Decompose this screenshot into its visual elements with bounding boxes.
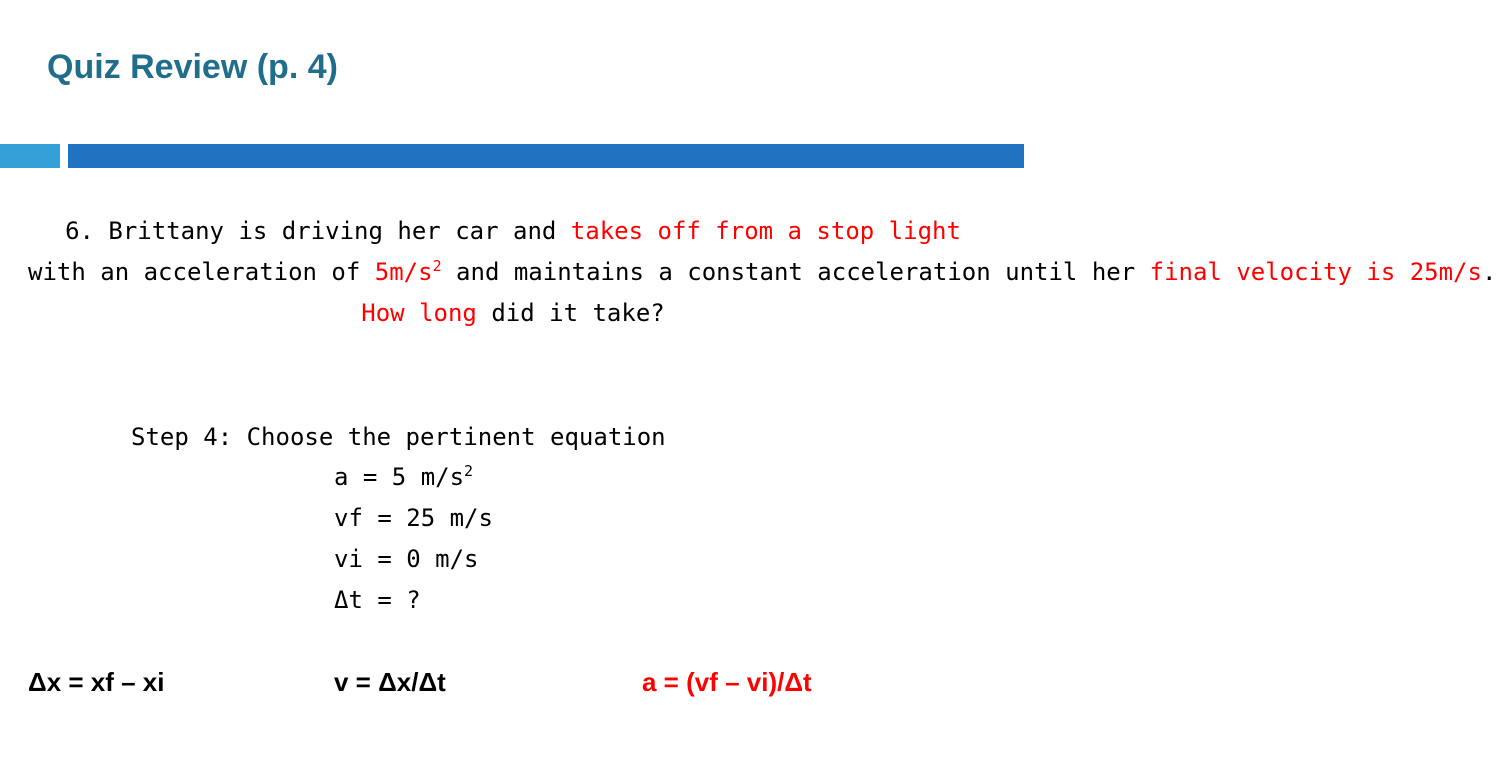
question-text-part: 6. Brittany is driving her car and (65, 217, 571, 245)
question-highlight: How long (361, 299, 477, 327)
question-highlight: takes off from a stop light (570, 217, 961, 245)
slide-title: Quiz Review (p. 4) (47, 48, 338, 86)
title-rule-bar (68, 144, 1024, 168)
question-text-part: with an acceleration of (28, 258, 375, 286)
question-highlight: $5m/s^2$ (374, 257, 442, 286)
given-values-list (334, 457, 493, 621)
equation-velocity: v = Δx/Δt (334, 667, 446, 697)
given-value: a = 5 $m/s^2$ (334, 462, 474, 491)
step-heading: Step 4: Choose the pertinent equation (131, 423, 666, 451)
question-highlight: final velocity is 25m/s (1149, 258, 1482, 286)
question-text-part: and maintains a constant acceleration until her (441, 258, 1150, 286)
given-value: Δt = ? (334, 586, 421, 614)
given-value: vi = 0 m/s (334, 545, 479, 573)
equation-acceleration: a = (vf – vi)/Δt (642, 667, 812, 697)
title-rule-accent (0, 144, 60, 168)
equation-displacement: Δx = xf – xi (28, 667, 165, 697)
question-text-part: . (1481, 258, 1496, 286)
question-text (28, 211, 1496, 334)
question-text-part: did it take? (476, 299, 665, 327)
given-value: vf = 25 m/s (334, 504, 493, 532)
